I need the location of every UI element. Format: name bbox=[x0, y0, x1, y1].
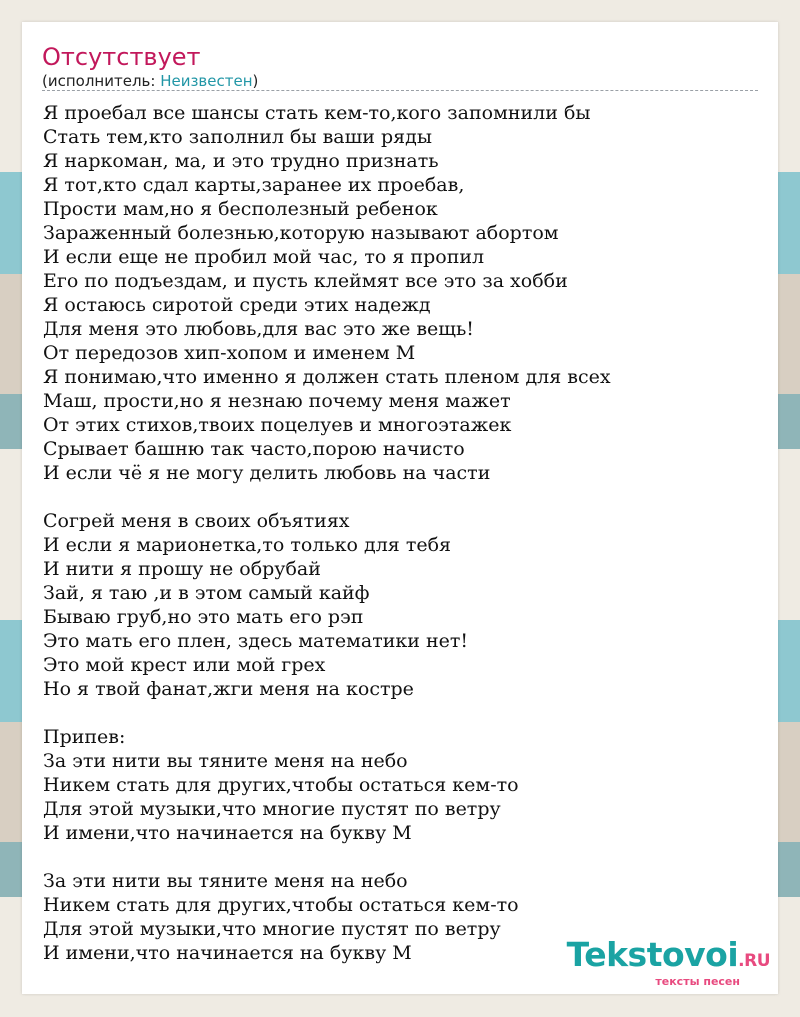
lyrics-line: Я тот,кто сдал карты,заранее их проебав, bbox=[43, 174, 465, 196]
lyrics-blank-line bbox=[43, 701, 758, 725]
lyrics-blank-line bbox=[43, 845, 758, 869]
lyrics-line: Я наркоман, ма, и это трудно признать bbox=[43, 150, 439, 172]
logo-wordmark bbox=[566, 935, 770, 978]
lyrics-line: Я проебал все шансы стать кем-то,кого запомнили бы bbox=[43, 102, 591, 124]
artist-line bbox=[42, 72, 258, 90]
lyrics-line: Зараженный болезнью,которую называют абортом bbox=[43, 222, 559, 244]
lyrics-line: Маш, прости,но я незнаю почему меня мажет bbox=[43, 390, 511, 412]
lyrics-line: Срывает башню так часто,порою начисто bbox=[43, 438, 465, 460]
lyrics-line: Я понимаю,что именно я должен стать пленом для всех bbox=[43, 366, 611, 388]
title-divider bbox=[42, 90, 758, 91]
lyrics-line: Никем стать для других,чтобы остаться кем-то bbox=[43, 894, 519, 916]
lyrics-line: От передозов хип-хопом и именем М bbox=[43, 342, 416, 364]
lyrics-line: За эти нити вы тяните меня на небо bbox=[43, 870, 408, 892]
lyrics-line: Для меня это любовь,для вас это же вещь! bbox=[43, 318, 474, 340]
lyrics-text bbox=[43, 101, 758, 965]
lyrics-line: Это мой крест или мой грех bbox=[43, 654, 326, 676]
logo-tagline: тексты песен bbox=[655, 975, 740, 988]
lyrics-line: И если еще не пробил мой час, то я пропил bbox=[43, 246, 485, 268]
site-logo[interactable] bbox=[566, 935, 770, 988]
artist-suffix: ) bbox=[252, 72, 259, 90]
logo-name: Tekstovoi bbox=[566, 935, 739, 974]
lyrics-line: И имени,что начинается на букву М bbox=[43, 822, 412, 844]
lyrics-card bbox=[22, 22, 778, 994]
lyrics-line: От этих стихов,твоих поцелуев и многоэтажек bbox=[43, 414, 512, 436]
lyrics-line: Никем стать для других,чтобы остаться кем-то bbox=[43, 774, 519, 796]
lyrics-line: И если я марионетка,то только для тебя bbox=[43, 534, 452, 556]
lyrics-line: Для этой музыки,что многие пустят по ветру bbox=[43, 918, 501, 940]
lyrics-line: За эти нити вы тяните меня на небо bbox=[43, 750, 408, 772]
lyrics-line: Я остаюсь сиротой среди этих надежд bbox=[43, 294, 431, 316]
lyrics-line: Но я твой фанат,жги меня на костре bbox=[43, 678, 414, 700]
lyrics-line: Его по подъездам, и пусть клеймят все это за хобби bbox=[43, 270, 568, 292]
lyrics-line: Зай, я таю ,и в этом самый кайф bbox=[43, 582, 370, 604]
lyrics-line: И нити я прошу не обрубай bbox=[43, 558, 321, 580]
lyrics-line: Стать тем,кто заполнил бы ваши ряды bbox=[43, 126, 432, 148]
lyrics-line: И если чё я не могу делить любовь на части bbox=[43, 462, 491, 484]
lyrics-line: Согрей меня в своих объятиях bbox=[43, 510, 350, 532]
lyrics-line: Это мать его плен, здесь математики нет! bbox=[43, 630, 469, 652]
lyrics-line: Прости мам,но я бесполезный ребенок bbox=[43, 198, 438, 220]
artist-prefix: (исполнитель: bbox=[42, 72, 161, 90]
artist-link[interactable]: Неизвестен bbox=[160, 72, 253, 90]
lyrics-line: И имени,что начинается на букву М bbox=[43, 942, 412, 964]
lyrics-blank-line bbox=[43, 485, 758, 509]
logo-tld: .RU bbox=[738, 951, 770, 971]
lyrics-line: Бываю груб,но это мать его рэп bbox=[43, 606, 364, 628]
lyrics-line: Припев: bbox=[43, 726, 126, 748]
song-title: Отсутствует bbox=[42, 43, 201, 71]
lyrics-line: Для этой музыки,что многие пустят по ветру bbox=[43, 798, 501, 820]
